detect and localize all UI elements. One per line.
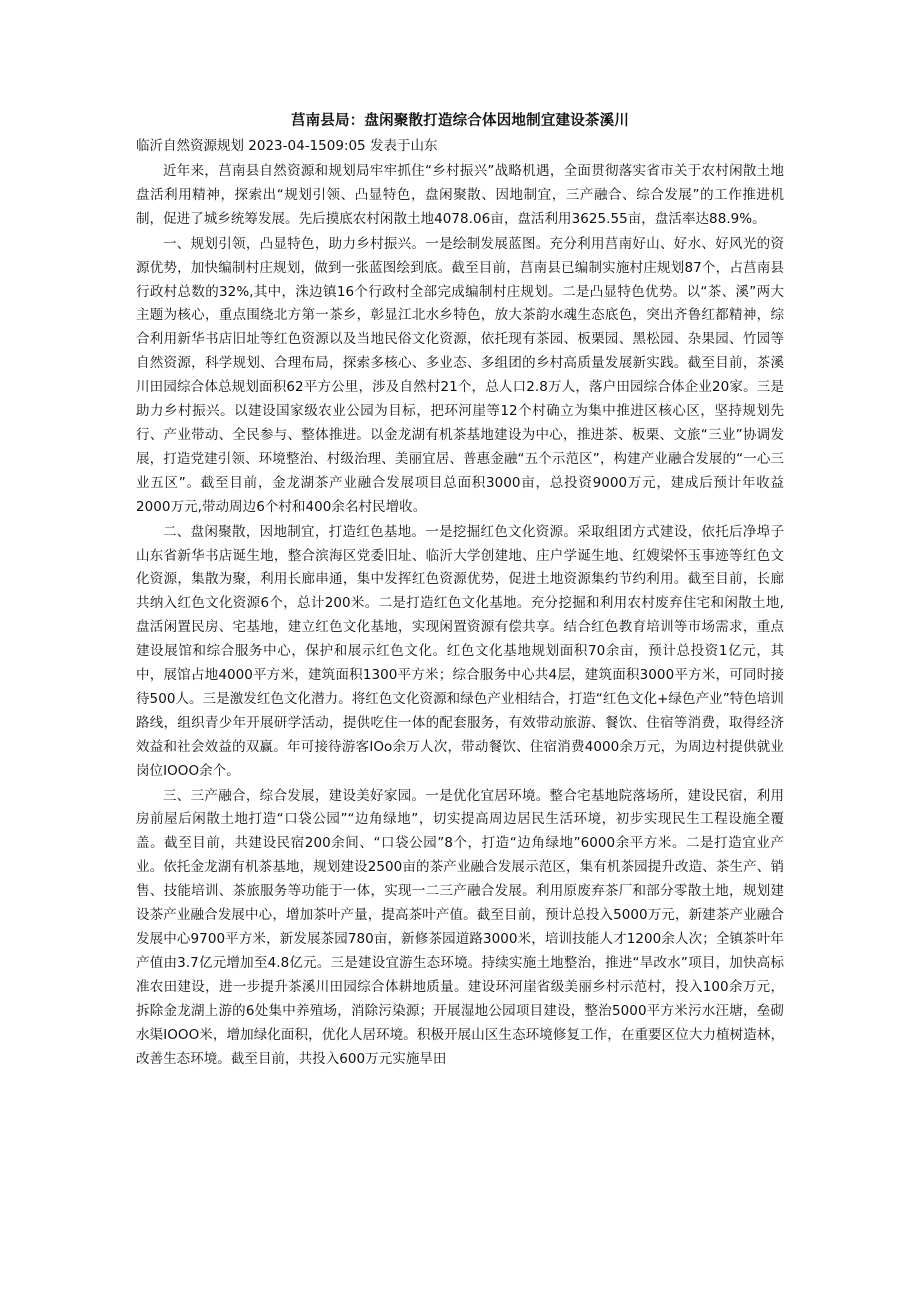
document-page [136,110,784,1072]
paragraph-intro: 近年来，莒南县自然资源和规划局牢牢抓住“乡村振兴”战略机遇，全面贯彻落实省市关于农村闲散土地盘活利用精神，探索出“规划引领、凸显特色，盘闲聚散、因地制宜，三产融合、综合发展”的工作推进机制，促进了城乡统筹发展。先后摸底农村闲散土地4078.06亩，盘活利用3625.55亩，盘活率达88.9%。 [136,163,784,227]
paragraph-section-2: 二、盘闲聚散，因地制宜，打造红色基地。一是挖掘红色文化资源。采取组团方式建设，依托后净埠子山东省新华书店诞生地，整合滨海区党委旧址、临沂大学创建地、庄户学诞生地、红嫂梁怀玉事迹等红色文化资源，集散为聚，利用长廊串通，集中发挥红色资源优势，促进土地资源集约节约利用。截至目前，长廊共纳入红色文化资源6个，总计200米。二是打造红色文化基地。充分挖掘和利用农村废弃住宅和闲散土地,盘活闲置民房、宅基地，建立红色文化基地，实现闲置资源有偿共享。结合红色教育培训等市场需求，重点建设展馆和综合服务中心，保护和展示红色文化。红色文化基地规划面积70余亩，预计总投资1亿元，其中，展馆占地4000平方米，建筑面积1300平方米；综合服务中心共4层，建筑面积3000平方米，可同时接待500人。三是激发红色文化潜力。将红色文化资源和绿色产业相结合，打造“红色文化+绿色产业”特色培训路线，组织青少年开展研学活动，提供吃住一体的配套服务，有效带动旅游、餐饮、住宿等消费，取得经济效益和社会效益的双赢。年可接待游客IOo余万人次，带动餐饮、住宿消费4000余万元，为周边村提供就业岗位IOOO余个。 [136,523,784,779]
document-title: 莒南县局：盘闲聚散打造综合体因地制宜建设茶溪川 [290,113,630,129]
source-line: 临沂自然资源规划 2023-04-1509:05 发表于山东 [136,138,438,154]
paragraph-section-3: 三、三产融合，综合发展，建设美好家园。一是优化宜居环境。整合宅基地院落场所，建设民宿，利用房前屋后闲散土地打造“口袋公园”“边角绿地”，切实提高周边居民生活环境，初步实现民生工程设施全覆盖。截至目前，共建设民宿200余间、“口袋公园”8个，打造“边角绿地”6000余平方米。二是打造宜业产业。依托金龙湖有机茶基地，规划建设2500亩的茶产业融合发展示范区，集有机茶园提升改造、茶生产、销售、技能培训、茶旅服务等功能于一体，实现一二三产融合发展。利用原废弃茶厂和部分零散土地，规划建设茶产业融合发展中心，增加茶叶产量，提高茶叶产值。截至目前，预计总投入5000万元，新建茶产业融合发展中心9700平方米，新发展茶园780亩，新修茶园道路3000米，培训技能人才1200余人次；全镇茶叶年产值由3.7亿元增加至4.8亿元。三是建设宜游生态环境。持续实施土地整治，推进“旱改水”项目，加快高标准农田建设，进一步提升茶溪川田园综合体耕地质量。建设环河崖省级美丽乡村示范村，投入100余万元，拆除金龙湖上游的6处集中养殖场，消除污染源；开展湿地公园项目建设，整治5000平方米污水汪塘，垒砌水渠IOOO米，增加绿化面积，优化人居环境。积极开展山区生态环境修复工作，在重要区位大力植树造林，改善生态环境。截至目前，共投入600万元实施旱田 [136,787,784,1067]
paragraph-section-1: 一、规划引领，凸显特色，助力乡村振兴。一是绘制发展蓝图。充分利用莒南好山、好水、好风光的资源优势，加快编制村庄规划，做到一张蓝图绘到底。截至目前，莒南县已编制实施村庄规划87个，占莒南县行政村总数的32%,其中，洙边镇16个行政村全部完成编制村庄规划。二是凸显特色优势。以“茶、溪”两大主题为核心，重点围绕北方第一茶乡，彰显江北水乡特色，放大茶韵水魂生态底色，突出齐鲁红都精神，综合利用新华书店旧址等红色资源以及当地民俗文化资源，依托现有茶园、板栗园、黑松园、杂果园、竹园等自然资源，科学规划、合理布局，探索多核心、多业态、多组团的乡村高质量发展新实践。截至目前，茶溪川田园综合体总规划面积62平方公里，涉及自然村21个，总人口2.8万人，落户田园综合体企业20家。三是助力乡村振兴。以建设国家级农业公园为目标，把环河崖等12个村确立为集中推进区核心区，坚持规划先行、产业带动、全民参与、整体推进。以金龙湖有机茶基地建设为中心，推进茶、板栗、文旅“三业”协调发展，打造党建引领、环境整治、村级治理、美丽宜居、普惠金融“五个示范区”，构建产业融合发展的“一心三业五区”。截至目前，金龙湖茶产业融合发展项目总面积3000亩，总投资9000万元，建成后预计年收益2000万元,带动周边6个村和400余名村民增收。 [136,235,784,515]
